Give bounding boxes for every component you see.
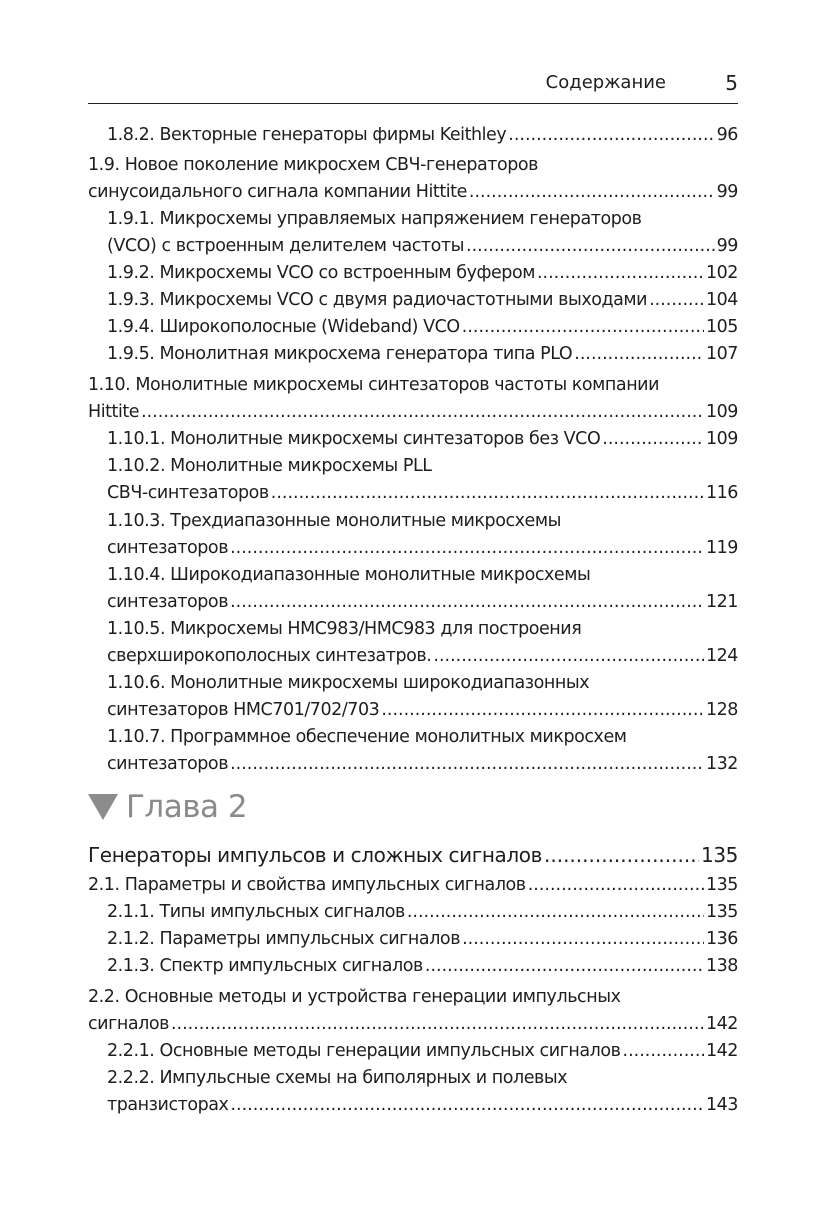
toc-entry-title: Генераторы импульсов и сложных сигналов xyxy=(88,843,542,867)
dot-leader xyxy=(230,535,704,562)
dot-leader xyxy=(171,1011,704,1038)
toc-page-number: 104 xyxy=(705,290,738,310)
dot-leader xyxy=(623,1038,704,1065)
dot-leader xyxy=(466,233,715,260)
toc-entry-title: 1.10.2. Монолитные микросхемы PLL xyxy=(107,456,432,476)
toc-entry-title: синтезаторов xyxy=(107,754,229,774)
chapter-title: Глава 2 xyxy=(126,789,248,825)
dot-leader xyxy=(141,399,704,426)
triangle-down-icon xyxy=(88,794,118,820)
page-number: 5 xyxy=(725,71,738,95)
toc-entry-title: 1.10.6. Монолитные микросхемы широкодиапазонных xyxy=(107,673,590,693)
toc-entry-title: 1.10.5. Микросхемы HMC983/HMC983 для построения xyxy=(107,619,582,639)
dot-leader xyxy=(425,953,704,980)
toc-entry-title: 1.10.7. Программное обеспечение монолитных микросхем xyxy=(107,727,627,747)
toc-entry-title: 2.1. Параметры и свойства импульсных сигналов xyxy=(88,875,526,895)
running-title: Содержание xyxy=(545,72,666,93)
toc-entry-title: 1.9.2. Микросхемы VCO со встроенным буфером xyxy=(107,263,535,283)
toc-page-number: 135 xyxy=(701,843,738,867)
dot-leader xyxy=(462,926,704,953)
dot-leader xyxy=(230,1092,703,1119)
toc-page-number: 135 xyxy=(705,902,738,922)
toc-page-number: 138 xyxy=(705,956,738,976)
toc-entry-title: Hittite xyxy=(88,402,140,422)
toc-entry-title: 1.9. Новое поколение микросхем СВЧ-генераторов xyxy=(88,155,539,175)
dot-leader xyxy=(230,589,704,616)
dot-leader xyxy=(462,314,704,341)
chapter-heading xyxy=(88,789,247,825)
toc-page-number: 102 xyxy=(705,263,738,283)
dot-leader xyxy=(407,899,704,926)
toc-entry-title: 1.8.2. Векторные генераторы фирмы Keithley xyxy=(107,125,507,145)
toc-entry-title: сверхширокополосных синтезатров. xyxy=(107,646,432,666)
toc-entry-title: сигналов xyxy=(88,1014,169,1034)
dot-leader xyxy=(381,697,704,724)
dot-leader xyxy=(469,179,715,206)
toc-page-number: 107 xyxy=(705,344,738,364)
toc-page-number: 142 xyxy=(705,1014,738,1034)
toc-entry-title: 2.1.1. Типы импульсных сигналов xyxy=(107,902,405,922)
toc-entry-title: 2.1.2. Параметры импульсных сигналов xyxy=(107,929,461,949)
dot-leader xyxy=(230,751,704,778)
toc-entry-title: 1.9.3. Микросхемы VCO с двумя радиочастотными выходами xyxy=(107,290,648,310)
toc-page-number: 124 xyxy=(705,646,738,666)
toc-entry-title: 2.2.2. Импульсные схемы на биполярных и полевых xyxy=(107,1068,568,1088)
toc-entry-title: 2.1.3. Спектр импульсных сигналов xyxy=(107,956,423,976)
toc-page-number: 99 xyxy=(716,182,738,202)
toc-entry-title: 1.9.4. Широкополосные (Wideband) VCO xyxy=(107,317,460,337)
toc-page-number: 121 xyxy=(705,592,738,612)
toc-entry-title: СВЧ-синтезаторов xyxy=(107,483,269,503)
dot-leader xyxy=(574,341,704,368)
toc-entry-title: 2.2.1. Основные методы генерации импульсных сигналов xyxy=(107,1041,621,1061)
toc-entry-title: синусоидального сигнала компании Hittite xyxy=(88,182,467,202)
toc-page-number: 109 xyxy=(705,402,738,422)
toc-page-number: 99 xyxy=(716,236,738,256)
toc-entry-title: (VCO) с встроенным делителем частоты xyxy=(107,236,465,256)
toc-entry-title: 1.10.1. Монолитные микросхемы синтезаторов без VCO xyxy=(107,429,601,449)
toc-entry-title: 2.2. Основные методы и устройства генерации импульсных xyxy=(88,987,621,1007)
dot-leader xyxy=(602,426,704,453)
toc-page-number: 142 xyxy=(705,1041,738,1061)
dot-leader xyxy=(537,260,704,287)
dot-leader xyxy=(528,872,704,899)
dot-leader xyxy=(433,643,704,670)
toc-entry-title: 1.9.1. Микросхемы управляемых напряжением генераторов xyxy=(107,209,642,229)
dot-leader xyxy=(271,480,704,507)
toc-page-number: 96 xyxy=(716,125,738,145)
toc-entry-title: 1.10.3. Трехдиапазонные монолитные микросхемы xyxy=(107,511,561,531)
dot-leader xyxy=(508,122,714,149)
toc-page-number: 105 xyxy=(705,317,738,337)
toc-entry-title: 1.10. Монолитные микросхемы синтезаторов частоты компании xyxy=(88,375,660,395)
toc-page-number: 132 xyxy=(705,754,738,774)
toc-page-number: 136 xyxy=(705,929,738,949)
toc-page-number: 109 xyxy=(705,429,738,449)
toc-page-number: 116 xyxy=(705,483,738,503)
toc-page-number: 135 xyxy=(705,875,738,895)
toc-page-number: 143 xyxy=(705,1095,738,1115)
toc-page-number: 128 xyxy=(705,700,738,720)
toc-entry-title: транзисторах xyxy=(107,1095,229,1115)
toc-entry-title: 1.10.4. Широкодиапазонные монолитные микросхемы xyxy=(107,565,591,585)
toc-entry-title: 1.9.5. Монолитная микросхема генератора типа PLO xyxy=(107,344,573,364)
toc-entry-title: синтезаторов HMC701/702/703 xyxy=(107,700,380,720)
dot-leader xyxy=(544,842,699,869)
page-header xyxy=(88,72,738,104)
toc-page-number: 119 xyxy=(705,538,738,558)
dot-leader xyxy=(649,287,704,314)
toc-entry-title: синтезаторов xyxy=(107,592,229,612)
toc-entry-title: синтезаторов xyxy=(107,538,229,558)
